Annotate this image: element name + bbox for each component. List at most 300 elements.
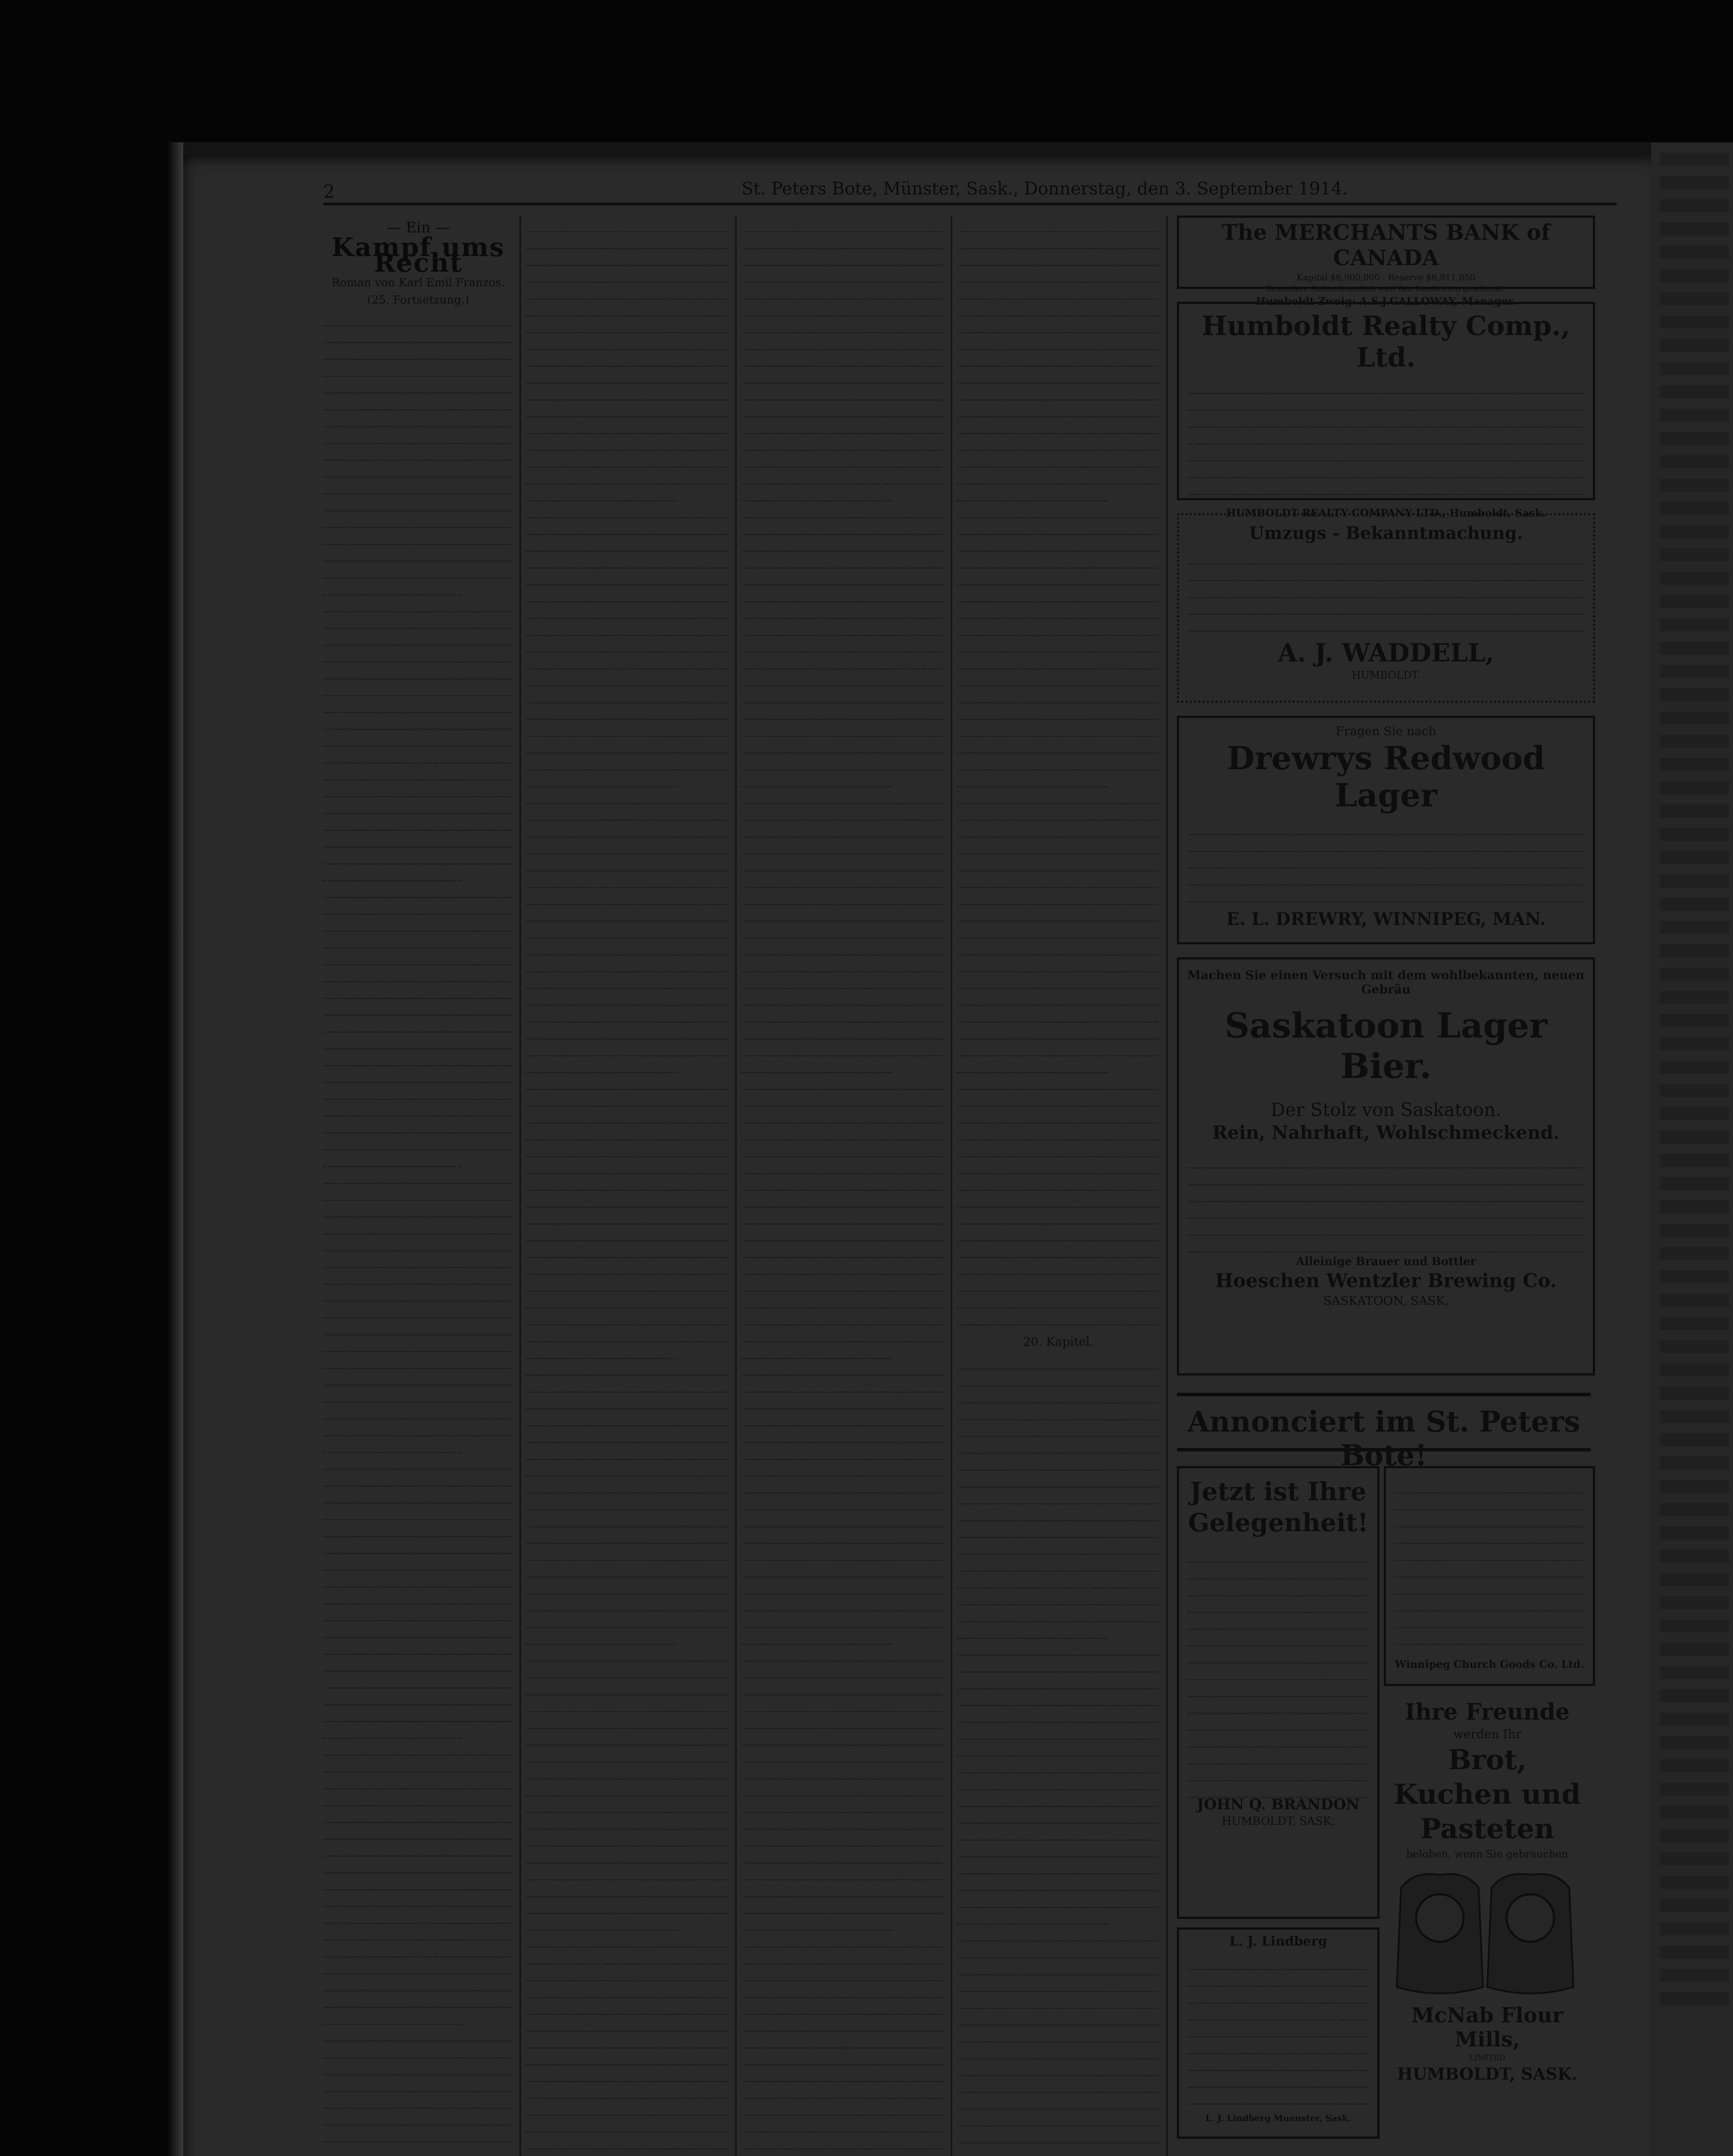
text-line	[1660, 1503, 1729, 1516]
text-line	[526, 972, 727, 989]
text-line	[526, 1830, 727, 1847]
lager-body	[1188, 818, 1584, 905]
text-line	[323, 461, 511, 478]
text-line	[741, 989, 942, 1006]
text-line	[741, 1662, 942, 1679]
story-title: Kampf ums Recht	[331, 232, 505, 278]
text-line	[323, 394, 511, 411]
text-line	[1660, 805, 1729, 818]
text-line	[957, 2009, 1158, 2026]
text-line	[741, 1965, 942, 1981]
text-line	[526, 1611, 727, 1628]
text-line	[1395, 1628, 1583, 1645]
text-line	[1188, 1764, 1367, 1781]
text-line	[741, 401, 942, 417]
text-line	[957, 922, 1158, 939]
text-line	[741, 1426, 942, 1443]
text-line	[526, 686, 727, 703]
text-line	[526, 956, 727, 972]
text-line	[323, 1756, 511, 1773]
text-line	[957, 703, 1158, 720]
text-line	[741, 1880, 942, 1897]
text-line	[741, 1090, 942, 1107]
text-line	[323, 831, 511, 848]
text-line	[741, 1914, 892, 1931]
text-line	[741, 317, 942, 333]
text-line	[957, 1757, 1158, 1774]
text-line	[323, 982, 511, 999]
text-line	[526, 535, 727, 552]
text-line	[957, 1975, 1158, 1992]
text-line	[526, 1527, 727, 1544]
text-line	[323, 1941, 511, 1958]
text-line	[526, 871, 727, 888]
land-title1: Jetzt ist Ihre	[1190, 1477, 1367, 1506]
text-line	[741, 1040, 942, 1056]
text-line	[741, 1830, 942, 1847]
text-line	[526, 552, 727, 569]
text-line	[1660, 618, 1729, 631]
lindberg-ad	[1177, 1927, 1380, 2139]
text-line	[526, 350, 727, 367]
text-line	[323, 646, 511, 663]
text-line	[323, 1840, 511, 1857]
text-line	[957, 1040, 1158, 1056]
text-line	[741, 703, 942, 720]
text-line	[1188, 835, 1583, 852]
text-line	[526, 2049, 727, 2065]
text-line	[323, 1033, 511, 1050]
text-line	[957, 266, 1158, 283]
text-line	[741, 871, 942, 888]
text-line	[741, 1527, 942, 1544]
text-line	[741, 1981, 942, 1998]
text-line	[323, 747, 511, 764]
text-line	[323, 1050, 511, 1066]
text-line	[957, 1404, 1158, 1420]
text-line	[741, 653, 942, 670]
bank-capital: Kapital $6,900,000	[1296, 272, 1380, 282]
text-line	[526, 1174, 727, 1191]
text-line	[323, 1890, 511, 1907]
text-line	[526, 1208, 727, 1225]
text-line	[957, 1807, 1158, 1824]
text-line	[1660, 1713, 1729, 1726]
text-line	[741, 1174, 942, 1191]
text-line	[957, 1622, 1108, 1639]
text-line	[741, 1611, 942, 1628]
text-line	[323, 1251, 511, 1268]
moving-ad	[1177, 513, 1595, 703]
text-line	[957, 838, 1158, 855]
text-line	[1660, 1224, 1729, 1237]
text-line	[741, 1359, 942, 1376]
text-line	[526, 2032, 727, 2049]
text-line	[957, 451, 1158, 468]
text-line	[1660, 758, 1729, 771]
text-line	[323, 1554, 511, 1571]
text-line	[1660, 1689, 1729, 1702]
text-line	[957, 2093, 1158, 2110]
text-line	[741, 367, 942, 384]
text-line	[526, 1073, 727, 1090]
text-line	[957, 2043, 1158, 2059]
text-line	[957, 2127, 1158, 2143]
text-line	[1660, 1317, 1729, 1330]
text-line	[1188, 1152, 1583, 1169]
bank-line1: Besondere Aufmerksamkeit wird den Landwirten geschenkt.	[1266, 284, 1506, 293]
text-line	[957, 871, 1158, 888]
lager-brand: Drewrys Redwood Lager	[1227, 740, 1545, 814]
text-line	[1660, 828, 1729, 841]
text-line	[957, 2076, 1158, 2093]
realty-body	[1188, 377, 1584, 502]
text-line	[526, 1443, 727, 1460]
text-line	[526, 1040, 727, 1056]
text-line	[741, 451, 942, 468]
lindberg-body	[1188, 1953, 1369, 2109]
text-line	[323, 797, 511, 814]
text-line	[323, 579, 461, 595]
text-line	[323, 1638, 511, 1655]
text-line	[323, 1958, 511, 1974]
moving-town: HUMBOLDT.	[1351, 669, 1420, 681]
text-line	[957, 1023, 1158, 1040]
text-line	[323, 965, 511, 982]
text-line	[741, 720, 942, 737]
text-line	[1395, 1477, 1583, 1494]
text-line	[957, 787, 1158, 804]
text-line	[526, 1628, 677, 1645]
text-line	[323, 1907, 511, 1924]
text-line	[1660, 1806, 1729, 1819]
text-line	[957, 1959, 1158, 1975]
text-line	[1188, 1731, 1367, 1748]
text-line	[526, 2099, 727, 2116]
text-line	[741, 1241, 942, 1258]
body-text-3	[741, 216, 944, 2156]
text-line	[957, 1174, 1158, 1191]
text-line	[741, 1056, 892, 1073]
text-line	[741, 2049, 942, 2065]
text-line	[526, 1746, 727, 1763]
text-line	[1660, 898, 1729, 911]
text-line	[741, 1864, 942, 1880]
text-line	[741, 1494, 942, 1510]
text-line	[1660, 1946, 1729, 1959]
text-line	[1660, 1457, 1729, 1470]
text-line	[1660, 781, 1729, 794]
text-line	[526, 653, 727, 670]
text-line	[323, 1016, 511, 1033]
text-line	[526, 989, 727, 1006]
text-line	[323, 814, 511, 831]
text-line	[1660, 409, 1729, 422]
text-line	[1660, 968, 1729, 981]
text-line	[957, 1241, 1158, 1258]
text-line	[741, 1073, 942, 1090]
text-line	[1188, 1714, 1367, 1731]
text-line	[741, 266, 942, 283]
text-line	[526, 2116, 727, 2133]
text-line	[323, 1335, 511, 1352]
text-line	[526, 1258, 727, 1275]
text-line	[1395, 1527, 1583, 1544]
text-line	[1660, 432, 1729, 445]
text-line	[1188, 886, 1583, 903]
text-line	[526, 1157, 727, 1174]
text-line	[526, 468, 727, 485]
text-line	[741, 2032, 942, 2049]
text-line	[1660, 1992, 1729, 2005]
text-line	[526, 1275, 727, 1292]
text-line	[1660, 1177, 1729, 1190]
text-line	[1188, 411, 1583, 428]
text-line	[526, 1090, 727, 1107]
text-line	[526, 417, 727, 434]
moving-merchant: A. J. WADDELL,	[1278, 638, 1494, 667]
text-line	[741, 754, 942, 771]
text-line	[741, 1796, 942, 1813]
text-line	[526, 2150, 727, 2156]
chapter-heading: 20. Kapitel.	[1023, 1335, 1094, 1349]
text-line	[1188, 564, 1583, 581]
text-line	[323, 999, 511, 1016]
text-line	[323, 848, 511, 865]
text-line	[741, 1628, 892, 1645]
text-line	[526, 317, 727, 333]
text-line	[741, 1208, 942, 1225]
text-line	[741, 821, 942, 838]
text-line	[741, 670, 942, 686]
text-line	[323, 1588, 511, 1604]
church-body	[1395, 1477, 1584, 1649]
text-line	[1188, 581, 1583, 598]
text-line	[526, 384, 727, 401]
text-line	[957, 1538, 1158, 1555]
column-rule	[519, 216, 521, 2156]
text-line	[323, 680, 511, 696]
text-line	[957, 720, 1158, 737]
text-line	[1660, 548, 1729, 561]
text-line	[957, 1488, 1158, 1504]
text-line	[526, 1376, 727, 1393]
text-line	[1188, 2088, 1367, 2105]
text-line	[526, 636, 727, 653]
text-line	[1660, 1666, 1729, 1679]
text-line	[526, 1864, 727, 1880]
text-line	[957, 653, 1158, 670]
text-line	[323, 2042, 511, 2059]
text-line	[741, 1225, 942, 1241]
text-line	[957, 754, 1158, 771]
text-line	[1660, 339, 1729, 352]
text-line	[526, 1309, 727, 1326]
text-line	[1188, 615, 1583, 632]
text-line	[741, 1763, 942, 1780]
text-line	[1188, 1953, 1367, 1970]
text-line	[741, 1191, 942, 1208]
text-line	[323, 713, 511, 730]
saskatoon-brand: Saskatoon Lager Bier.	[1224, 1005, 1548, 1086]
story-byline: Roman von Karl Emil Franzos.	[332, 276, 505, 289]
text-line	[957, 1858, 1158, 1874]
text-line	[1188, 2037, 1367, 2054]
flour-product: Brot, Kuchen und Pasteten	[1394, 1744, 1581, 1845]
bank-branch: Humboldt Zweig: A.S.J.GALLOWAY, Manager.	[1256, 295, 1516, 307]
text-line	[323, 1823, 511, 1840]
text-line	[323, 1302, 511, 1319]
text-line	[957, 888, 1158, 905]
text-line	[741, 1342, 892, 1359]
text-line	[526, 1107, 727, 1124]
text-line	[741, 2099, 942, 2116]
text-line	[323, 730, 511, 747]
realty-ad	[1177, 302, 1595, 519]
text-line	[957, 350, 1158, 367]
text-line	[1188, 2004, 1367, 2021]
text-line	[957, 1225, 1158, 1241]
text-line	[741, 1141, 942, 1157]
text-line	[957, 1589, 1158, 1605]
page-gutter	[166, 142, 183, 2156]
text-line	[1188, 548, 1583, 564]
text-line	[741, 972, 942, 989]
running-head: St. Peters Bote, Münster, Sask., Donnerstag, den 3. September 1914.	[741, 179, 1348, 199]
text-line	[1660, 1876, 1729, 1889]
text-line	[957, 1141, 1158, 1157]
text-line	[323, 2025, 511, 2042]
text-line	[1188, 1563, 1367, 1579]
text-line	[1660, 1550, 1729, 1563]
text-line	[526, 1796, 727, 1813]
text-line	[526, 1645, 727, 1662]
text-line	[741, 1780, 942, 1796]
text-line	[1660, 1270, 1729, 1283]
text-line	[526, 2065, 727, 2082]
text-line	[1188, 461, 1583, 478]
text-line	[957, 1925, 1158, 1942]
text-line	[741, 1124, 942, 1141]
text-line	[957, 1992, 1158, 2009]
text-line	[957, 1437, 1158, 1454]
text-line	[1395, 1544, 1583, 1561]
moving-title: Umzugs - Bekanntmachung.	[1249, 523, 1523, 543]
text-line	[1188, 598, 1583, 615]
text-line	[526, 1695, 727, 1712]
text-line	[1188, 478, 1583, 495]
text-line	[741, 1561, 942, 1578]
text-line	[741, 468, 942, 485]
text-line	[1188, 2021, 1367, 2037]
text-line	[1188, 394, 1583, 411]
text-line	[323, 1352, 511, 1369]
text-line	[323, 528, 511, 545]
text-line	[1188, 1697, 1367, 1714]
text-line	[741, 501, 942, 518]
text-line	[323, 495, 511, 511]
text-line	[323, 1420, 511, 1436]
text-line	[526, 1729, 727, 1746]
text-line	[1188, 818, 1583, 835]
text-line	[323, 343, 511, 360]
land-body	[1188, 1546, 1369, 1787]
text-line	[1395, 1494, 1583, 1510]
text-line	[957, 216, 1158, 232]
flour-town: HUMBOLDT, SASK.	[1397, 2064, 1577, 2084]
saskatoon-makers: Hoeschen Wentzler Brewing Co.	[1215, 1270, 1557, 1292]
text-line	[526, 1780, 727, 1796]
text-line	[526, 1225, 727, 1241]
text-line	[1188, 2054, 1367, 2071]
text-line	[526, 1897, 727, 1914]
text-line	[1660, 1084, 1729, 1097]
moving-body	[1188, 548, 1584, 634]
text-line	[323, 881, 511, 898]
lager-question: Fragen Sie nach	[1336, 724, 1436, 738]
text-line	[957, 855, 1158, 871]
text-line	[741, 552, 942, 569]
text-line	[1188, 445, 1583, 461]
text-line	[1660, 1899, 1729, 1912]
text-line	[957, 1874, 1158, 1891]
text-line	[323, 2126, 511, 2143]
saskatoon-makers-label: Alleinige Brauer und Bottler	[1295, 1255, 1476, 1268]
text-line	[957, 1521, 1158, 1538]
text-line	[323, 1604, 511, 1621]
text-line	[526, 300, 727, 317]
lindberg-name: L. J. Lindberg	[1229, 1934, 1327, 1949]
text-line	[1188, 2071, 1367, 2088]
text-line	[323, 326, 511, 343]
text-line	[957, 586, 1158, 602]
text-line	[526, 905, 727, 922]
text-line	[526, 1544, 727, 1561]
body-text-4a	[957, 216, 1160, 1326]
flour-headline: Ihre Freunde	[1405, 1699, 1570, 1725]
text-line	[957, 1572, 1158, 1589]
text-line	[323, 949, 511, 965]
text-line	[741, 939, 942, 956]
text-line	[1188, 428, 1583, 445]
realty-town: Humboldt, Sask.	[1449, 507, 1546, 519]
body-text-2	[526, 216, 729, 2156]
text-line	[323, 915, 511, 932]
text-line	[526, 1965, 727, 1981]
text-line	[957, 232, 1158, 249]
text-line	[323, 2059, 511, 2075]
text-line	[741, 535, 942, 552]
text-line	[323, 1874, 511, 1890]
text-line	[1395, 1578, 1583, 1595]
text-line	[323, 1991, 511, 2008]
text-line	[323, 1789, 511, 1806]
text-line	[741, 1948, 942, 1965]
text-line	[323, 2075, 511, 2092]
text-line	[957, 1107, 1158, 1124]
text-line	[323, 1773, 511, 1789]
text-line	[526, 754, 727, 771]
text-line	[741, 283, 942, 300]
text-line	[526, 1342, 677, 1359]
text-line	[1660, 1131, 1729, 1144]
text-line	[957, 2026, 1158, 2043]
text-line	[1660, 572, 1729, 585]
text-line	[526, 283, 727, 300]
text-line	[741, 1157, 942, 1174]
text-line	[1188, 1185, 1583, 1202]
text-line	[323, 1235, 511, 1251]
